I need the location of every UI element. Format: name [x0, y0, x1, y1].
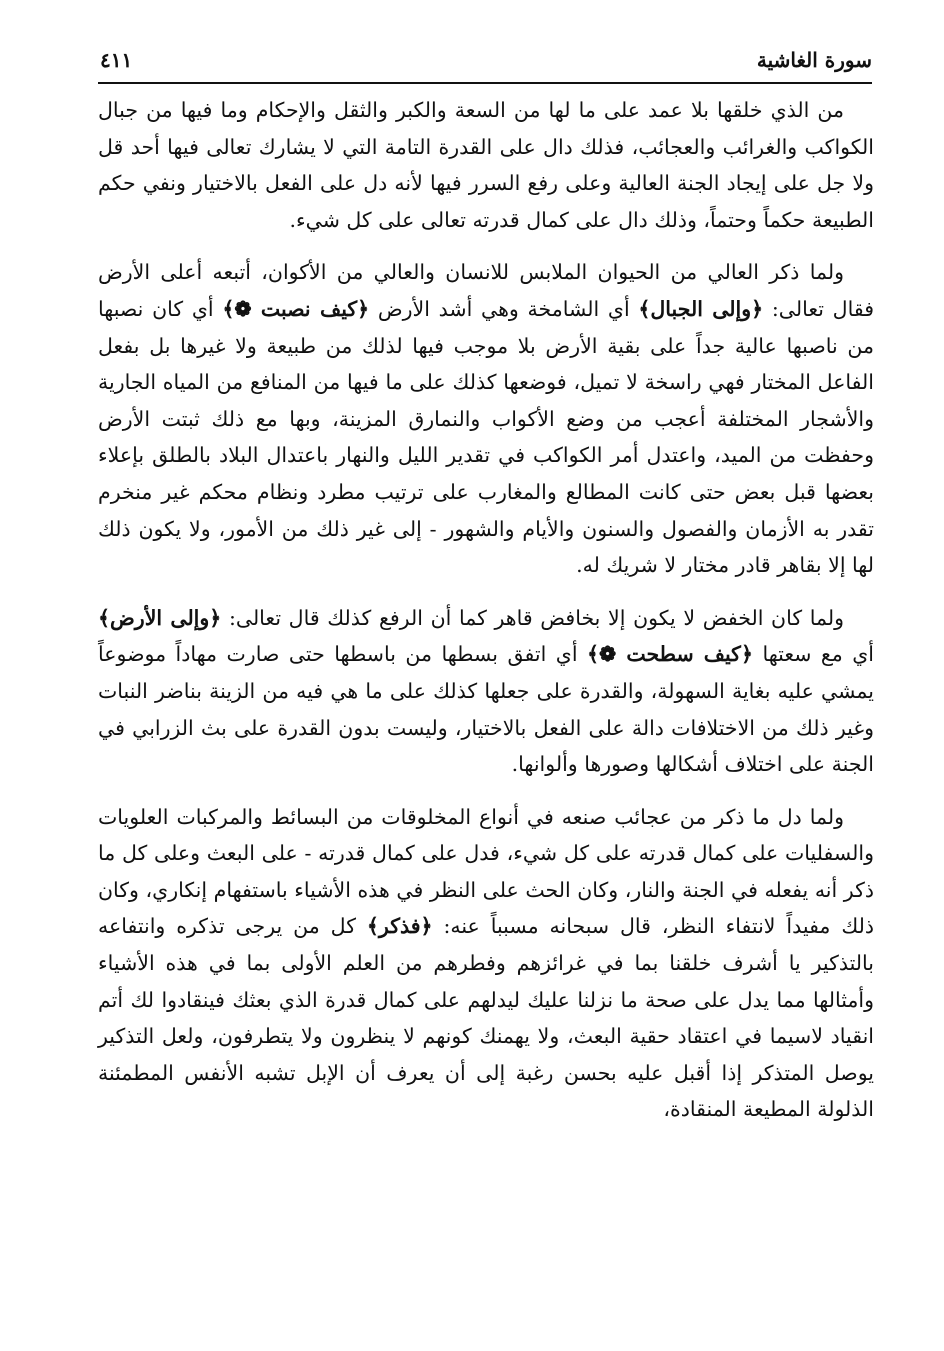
- paragraph-text: ولما ذكر العالي من الحيوان الملابس للانسان والعالي من الأكوان، أتبعه أعلى الأرض فقال تعالى:: [98, 260, 874, 321]
- paragraph-2: [98, 254, 874, 583]
- quran-verse: ﴿وإلى الجبال﴾: [638, 296, 764, 321]
- page-number: ٤١١: [100, 48, 133, 72]
- quran-verse: ﴿فذكر﴾: [366, 914, 433, 939]
- paragraph-1: [98, 92, 874, 238]
- paragraph-text: أي كان نصبها من ناصبها عالية جداً على بقية الأرض بلا موجب فيها لذلك من طبيعة ولا غيرها بل بفعل الفاعل المختار فهي راسخة لا تميل، فوضعها كذلك على ما فيها من المنافع من المياه الجارية والأشجار المختلفة أعجب من وضع الأكواب والنمارق المزينة، وبها مع ذلك ثبتت الأرض وحفظت من الميد، واعتدل أمر الكواكب في تقدير الليل والنهار باعتدال البلاد بالطلق بإعلاء بعضها قبل بعض حتى كانت المطالع والمغارب على ترتيب مطرد ونظام محكم غير منخرم تقدر به الأزمان والفصول والسنون والأيام والشهور - إلى غير ذلك من الأمور، ولا يكون ذلك لها إلا بقاهر قادر مختار لا شريك له.: [98, 296, 874, 578]
- paragraph-text: أي اتفق بسطها من باسطها حتى صارت مهاداً موضوعاً يمشي عليه بغاية السهولة، والقدرة على جعلها كذلك على ما هي فيه من الزينة بناضر النبات وغير ذلك من الاختلافات دالة على الفعل بالاختيار، وليست بدون القدرة على بث الزرابي في الجنة على اختلاف أشكالها وصورها وألوانها.: [98, 642, 874, 777]
- surah-title: سورة الغاشية: [756, 48, 872, 72]
- quran-verse: ﴿كيف سطحت ❁﴾: [587, 642, 753, 667]
- page-header: [98, 44, 872, 80]
- header-divider: [98, 82, 872, 84]
- paragraph-text: أي الشامخة وهي أشد الأرض: [369, 296, 639, 321]
- quran-verse: ﴿وإلى الأرض﴾: [98, 605, 222, 630]
- paragraph-text: ولما كان الخفض لا يكون إلا بخافض قاهر كما أن الرفع كذلك قال تعالى:: [221, 605, 844, 630]
- paragraph-text: ولما دل ما ذكر من عجائب صنعه في أنواع المخلوقات من البسائط والمركبات العلويات والسفليات على كمال قدرته على كل شيء، فدل على كمال قدرته - على البعث وعلى كل ما ذكر أنه يفعله في الجنة والنار، وكان الحث على النظر في هذه الأشياء باستفهام إنكاري، وكان ذلك مفيداً لانتفاء النظر، قال سبحانه مسبباً عنه:: [98, 804, 874, 939]
- paragraph-text: كل من يرجى تذكره وانتفاعه بالتذكير يا أشرف خلقنا بما في غرائزهم وفطرهم من العلم الأولى بما في هذه الأشياء وأمثالها مما يدل على صحة ما نزلنا عليك ليدلهم على كمال قدرة الذي بعثك فينقادوا لك أتم انقياد لاسيما في اعتقاد حقية البعث، ولا يهمنك كونهم لا ينظرون ولا يتطرفون، ولعل التذكير يوصل المتذكر إذا أقبل عليه بحسن رغبة إلى أن يعرف أن الإبل تشبه الأنفس المطمئنة الذلولة المطيعة المنقادة،: [98, 914, 874, 1122]
- main-text: [98, 92, 874, 1128]
- quran-verse: ﴿كيف نصبت ❁﴾: [222, 296, 370, 321]
- paragraph-4: [98, 799, 874, 1128]
- paragraph-text: من الذي خلقها بلا عمد على ما لها من السعة والكبر والثقل والإحكام وما فيها من جبال الكواكب والغرائب والعجائب، فذلك دال على القدرة التامة التي لا يشارك تعالى فيها أحد قل ولا جل على إيجاد الجنة العالية وعلى رفع السرر فيها لأنه دل على الفعل بالاختيار ونفي حكم الطبيعة حكماً وحتماً، وذلك دال على كمال قدرته تعالى على كل شيء.: [98, 98, 874, 232]
- paragraph-3: [98, 600, 874, 783]
- paragraph-text: أي مع سعتها: [752, 642, 874, 667]
